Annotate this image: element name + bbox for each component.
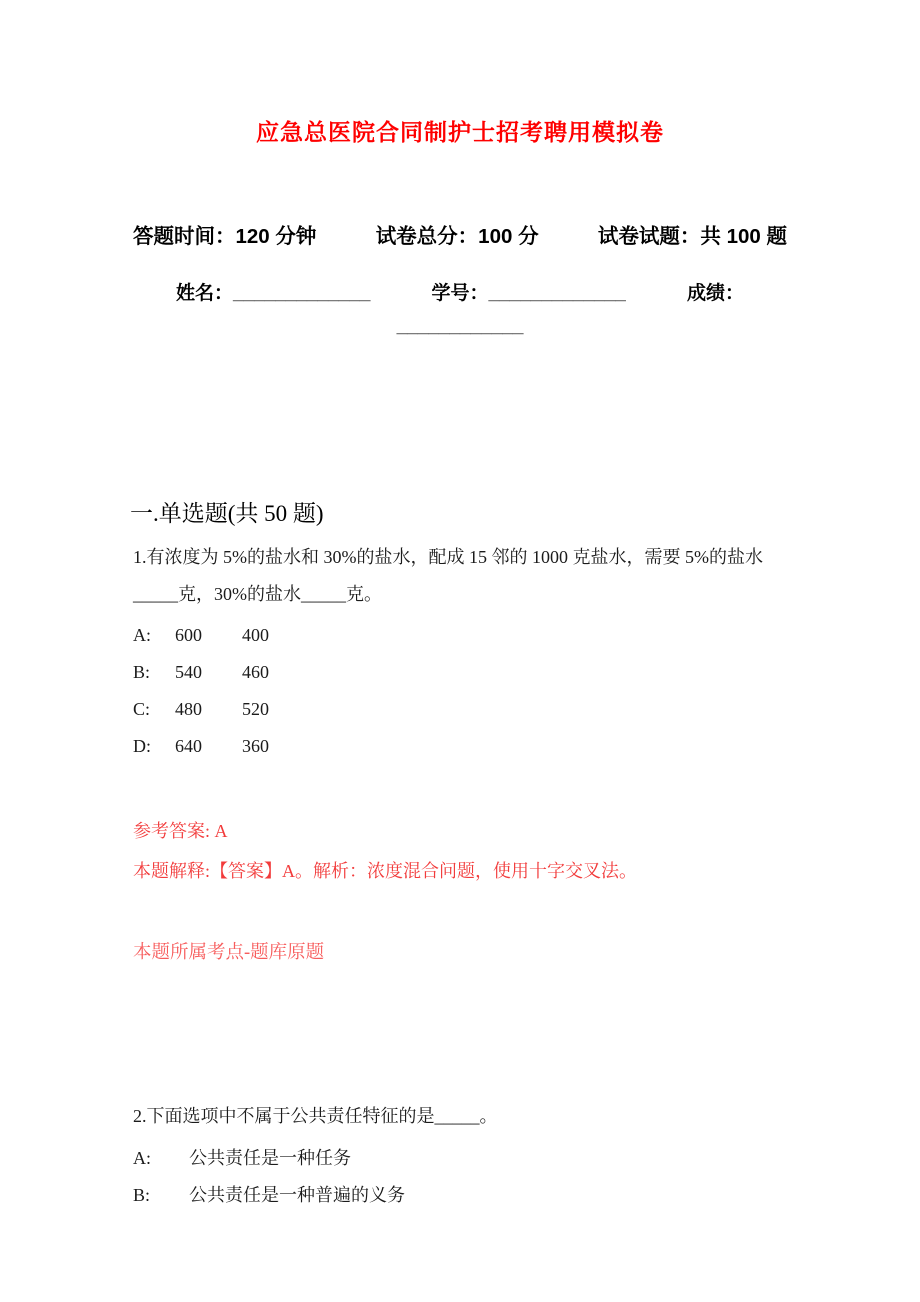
page-title: 应急总医院合同制护士招考聘用模拟卷	[256, 119, 664, 145]
option-value-2: 460	[242, 662, 269, 682]
option-row-a	[133, 1140, 800, 1177]
option-row-d	[133, 728, 800, 765]
option-row-a	[133, 617, 800, 654]
question-2-text: 2.下面选项中不属于公共责任特征的是_____。	[133, 1106, 498, 1126]
answer-explanation: 本题解释:【答案】A。解析：浓度混合问题，使用十字交叉法。	[133, 861, 637, 881]
student-id-blank-line: _____________	[488, 283, 626, 304]
option-value-2: 400	[242, 625, 269, 645]
option-text: 公共责任是一种任务	[189, 1148, 351, 1168]
option-value-2: 360	[242, 736, 269, 756]
section-heading: 一.单选题(共 50 题)	[130, 501, 324, 526]
option-key: A:	[133, 625, 151, 645]
answer-time-label: 答题时间：120 分钟	[133, 225, 317, 248]
name-label: 姓名：	[176, 283, 234, 304]
question-1-answer-block	[133, 811, 800, 891]
student-id-label: 学号：	[431, 283, 489, 304]
option-value-1: 480	[175, 699, 202, 719]
score-blank-line: ____________	[396, 316, 524, 337]
option-key: B:	[133, 1185, 151, 1205]
question-count-label: 试卷试题：共 100 题	[597, 225, 787, 248]
score-field	[687, 278, 744, 305]
total-score-label: 试卷总分：100 分	[375, 225, 539, 248]
option-value-1: 540	[175, 662, 202, 682]
option-value-2: 520	[242, 699, 269, 719]
question-1-options	[133, 617, 800, 765]
question-1-topic: 本题所属考点-题库原题	[133, 943, 325, 963]
question-1	[133, 539, 800, 613]
option-row-c	[133, 691, 800, 728]
option-key: C:	[133, 699, 151, 719]
option-key: D:	[133, 736, 151, 756]
name-field	[176, 278, 370, 305]
exam-meta-row	[133, 219, 787, 249]
reference-answer: 参考答案: A	[133, 821, 228, 841]
score-label: 成绩：	[686, 283, 744, 304]
option-value-1: 640	[175, 736, 202, 756]
student-info-row	[176, 278, 744, 305]
option-row-b	[133, 654, 800, 691]
option-text: 公共责任是一种普遍的义务	[189, 1185, 405, 1205]
option-value-1: 600	[175, 625, 202, 645]
option-row-b	[133, 1177, 800, 1214]
student-id-field	[431, 278, 625, 305]
question-2	[133, 1098, 800, 1135]
question-1-text-line-2: _____克，30%的盐水_____克。	[133, 584, 382, 604]
name-blank-line: _____________	[233, 283, 371, 304]
question-2-options	[133, 1140, 800, 1214]
option-key: B:	[133, 662, 151, 682]
question-1-text-line-1: 1.有浓度为 5%的盐水和 30%的盐水，配成 15 邻的 1000 克盐水，需要 5%的盐水	[133, 547, 763, 567]
option-key: A:	[133, 1148, 151, 1168]
